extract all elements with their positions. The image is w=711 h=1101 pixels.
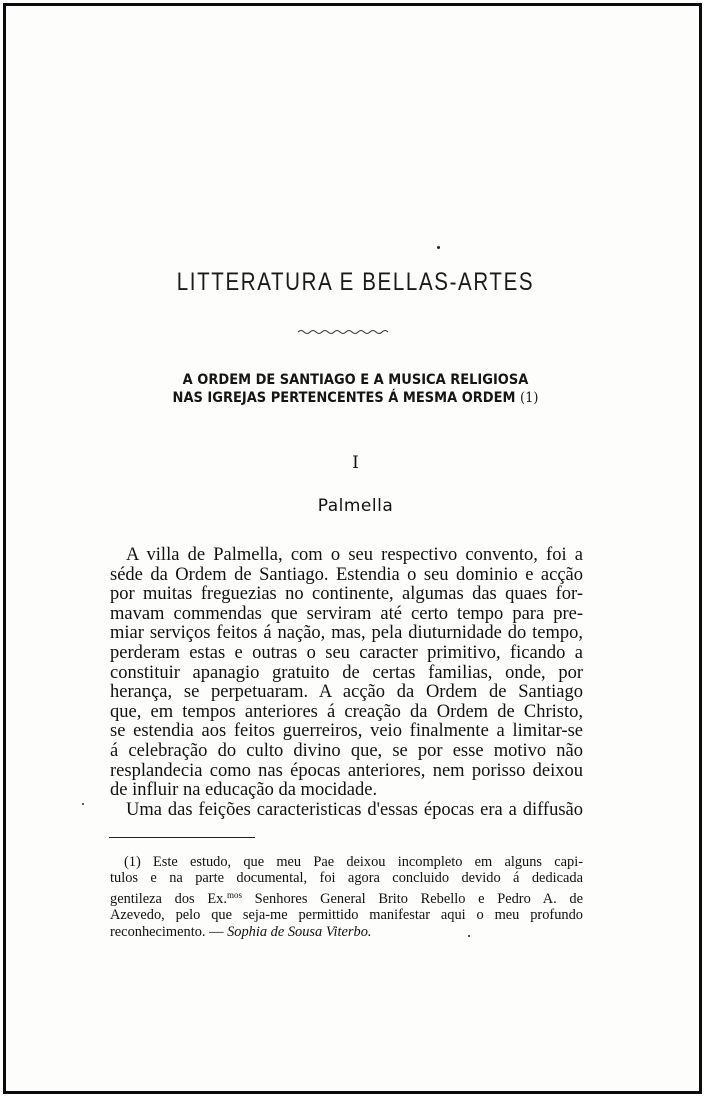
footnote-reference[interactable]: (1) <box>519 390 539 406</box>
body-line: Uma das feições caracteristicas d'essas épocas era a diffusão <box>126 799 583 820</box>
heading-line-2-text: NAS IGREJAS PERTENCENTES Á MESMA ORDEM <box>172 390 516 406</box>
body-line: mavam commendas que serviram até certo tempo para pre- <box>110 603 583 624</box>
body-line: á celebração do culto divino que, se por esse motivo não <box>110 740 583 761</box>
body-line: miar serviços feitos á nação, mas, pela diuturnidade do tempo, <box>110 623 583 644</box>
footnote-line <box>110 887 583 907</box>
footnote-superscript: mos <box>226 889 242 900</box>
chapter-number: I <box>352 453 359 473</box>
heading-line-2 <box>25 389 686 407</box>
ornament-divider <box>296 328 392 336</box>
body-line: constituir apanagio gratuito de certas familias, onde, por <box>110 662 583 683</box>
body-line: que, em tempos anteriores á creação da Ordem de Christo, <box>110 701 583 722</box>
heading-line-1: A ORDEM DE SANTIAGO E A MUSICA RELIGIOSA <box>182 372 529 388</box>
footnote-text: gentileza dos Ex. <box>110 890 227 907</box>
footnote-line: Azevedo, pelo que seja-me permittido manifestar aqui o meu profundo <box>110 907 583 924</box>
section-title: LITTERATURA E BELLAS-ARTES <box>176 268 535 296</box>
print-speck <box>468 935 470 937</box>
body-line: A villa de Palmella, com o seu respectivo convento, foi a <box>126 545 583 565</box>
chapter-title: Palmella <box>317 496 394 516</box>
body-text <box>110 546 583 820</box>
body-line: por muitas freguezias no continente, algumas das quaes for- <box>110 584 583 605</box>
footnote-line: (1) Este estudo, que meu Pae deixou incompleto em alguns capi- <box>124 854 583 870</box>
footnote-rule <box>109 837 255 838</box>
footnote-line <box>110 924 583 940</box>
print-speck <box>437 246 440 249</box>
print-speck <box>82 803 84 805</box>
body-line: perderam estas e outras o seu caracter primitivo, ficando a <box>110 642 583 663</box>
footnote-author: Sophia de Sousa Viterbo. <box>227 923 372 940</box>
footnote <box>110 854 583 940</box>
body-line: se estendia aos feitos guerreiros, veio finalmente a limitar-se <box>110 721 583 742</box>
footnote-text: reconhecimento. — <box>110 923 228 940</box>
body-line: herança, se perpetuaram. A acção da Ordem de Santiago <box>110 682 583 703</box>
body-line: séde da Ordem de Santiago. Estendia o seu dominio e acção <box>110 564 583 585</box>
body-line: resplandecia como nas épocas anteriores, nem porisso deixou <box>110 760 583 781</box>
footnote-line: tulos e na parte documental, foi agora concluido devido á dedicada <box>110 870 583 887</box>
article-heading <box>25 371 686 407</box>
body-line: de influir na educação da mocidade. <box>110 780 378 801</box>
footnote-text: Senhores General Brito Rebello e Pedro A. de <box>241 890 583 907</box>
